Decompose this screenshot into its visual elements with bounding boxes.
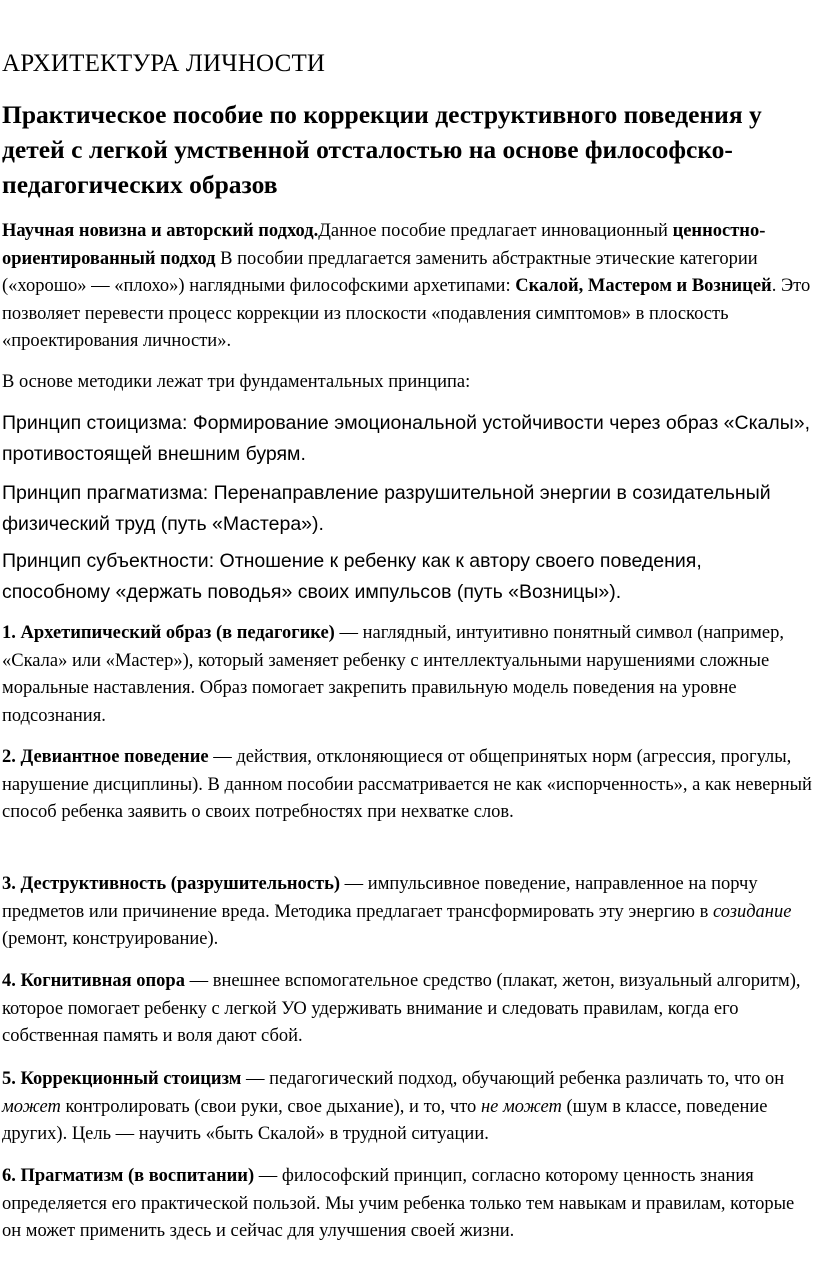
term-definition-mid: контролировать (свои руки, свое дыхание), и то, что bbox=[60, 1096, 481, 1117]
novelty-label: Научная новизна и авторский подход. bbox=[2, 221, 319, 241]
term-label: 4. Когнитивная опора bbox=[2, 971, 185, 991]
term-definition: — педагогический подход, обучающий ребенка различать то, что он bbox=[241, 1069, 785, 1089]
term-archetypal-image bbox=[2, 620, 814, 730]
intro-text-2: В пособии предлагается заменить абстрактные этические категории («хорошо» — «плохо») наглядными философскими архетипами: bbox=[2, 248, 758, 296]
intro-text-1: Данное пособие предлагает инновационный bbox=[318, 221, 673, 241]
term-label: 3. Деструктивность (разрушительность) bbox=[2, 874, 341, 894]
term-emphasis-1: может bbox=[2, 1096, 61, 1117]
term-label: 5. Коррекционный стоицизм bbox=[2, 1069, 242, 1089]
document-subtitle: Практическое пособие по коррекции деструктивного поведения у детей с легкой умственной отсталостью на основе философско-педагогических образов bbox=[2, 100, 762, 199]
term-label: 1. Архетипический образ (в педагогике) bbox=[2, 623, 335, 643]
intro-text-3: . Это позволяет перевести процесс коррекции из плоскости «подавления симптомов» в плоскость «проектирования личности». bbox=[2, 276, 811, 351]
term-destructiveness bbox=[2, 871, 814, 954]
term-definition: — наглядный, интуитивно понятный символ (например, «Скала» или «Мастер»), который заменяет ребенку с интеллектуальными нарушениями сложные моральные наставления. Образ помогает закрепить правильную модель поведения на уровне подсознания. bbox=[2, 623, 784, 726]
term-deviant-behavior bbox=[2, 744, 814, 827]
term-definition: — импульсивное поведение, направленное на порчу предметов или причинение вреда. Методика предлагает трансформировать эту энергию в bbox=[2, 874, 758, 922]
term-definition: — философский принцип, согласно которому ценность знания определяется его практической пользой. Мы учим ребенка только тем навыкам и правилам, которые он может применить здесь и сейчас для улучшения своей жизни. bbox=[2, 1166, 795, 1241]
term-definition-end: (шум в классе, поведение других). Цель — научить «быть Скалой» в трудной ситуации. bbox=[2, 1096, 768, 1144]
intro-paragraph bbox=[2, 218, 814, 356]
term-emphasis: созидание bbox=[712, 901, 792, 922]
term-label: 6. Прагматизм (в воспитании) bbox=[2, 1166, 255, 1186]
document-title: АРХИТЕКТУРА ЛИЧНОСТИ bbox=[2, 50, 326, 77]
approach-label: ценностно-ориентированный подход bbox=[2, 221, 766, 269]
term-cognitive-support bbox=[2, 968, 814, 1051]
principles-intro: В основе методики лежат три фундаментальных принципа: bbox=[2, 372, 471, 392]
term-label: 2. Девиантное поведение bbox=[2, 747, 209, 767]
term-pragmatism bbox=[2, 1163, 814, 1246]
archetypes-label: Скалой, Мастером и Возницей bbox=[515, 276, 772, 296]
term-correctional-stoicism bbox=[2, 1066, 814, 1149]
term-definition: — внешнее вспомогательное средство (плакат, жетон, визуальный алгоритм), которое помогает ребенку с легкой УО удерживать внимание и следовать правилам, когда его собственная память и воля дают сбой. bbox=[2, 971, 801, 1046]
principle-pragmatism: Принцип прагматизма: Перенаправление разрушительной энергии в созидательный физический труд (путь «Мастера»). bbox=[2, 482, 771, 535]
principle-subjectivity: Принцип субъектности: Отношение к ребенку как к автору своего поведения, способному «держать поводья» своих импульсов (путь «Возницы»). bbox=[2, 550, 702, 603]
term-definition: — действия, отклоняющиеся от общепринятых норм (агрессия, прогулы, нарушение дисциплины). В данном пособии рассматривается не как «испорченность», а как неверный способ ребенка заявить о своих потребностях при нехватке слов. bbox=[2, 747, 812, 822]
term-emphasis-2: не может bbox=[480, 1096, 562, 1117]
term-definition-end: (ремонт, конструирование). bbox=[2, 929, 219, 949]
principle-stoicism: Принцип стоицизма: Формирование эмоциональной устойчивости через образ «Скалы», противостоящей внешним бурям. bbox=[2, 412, 811, 465]
